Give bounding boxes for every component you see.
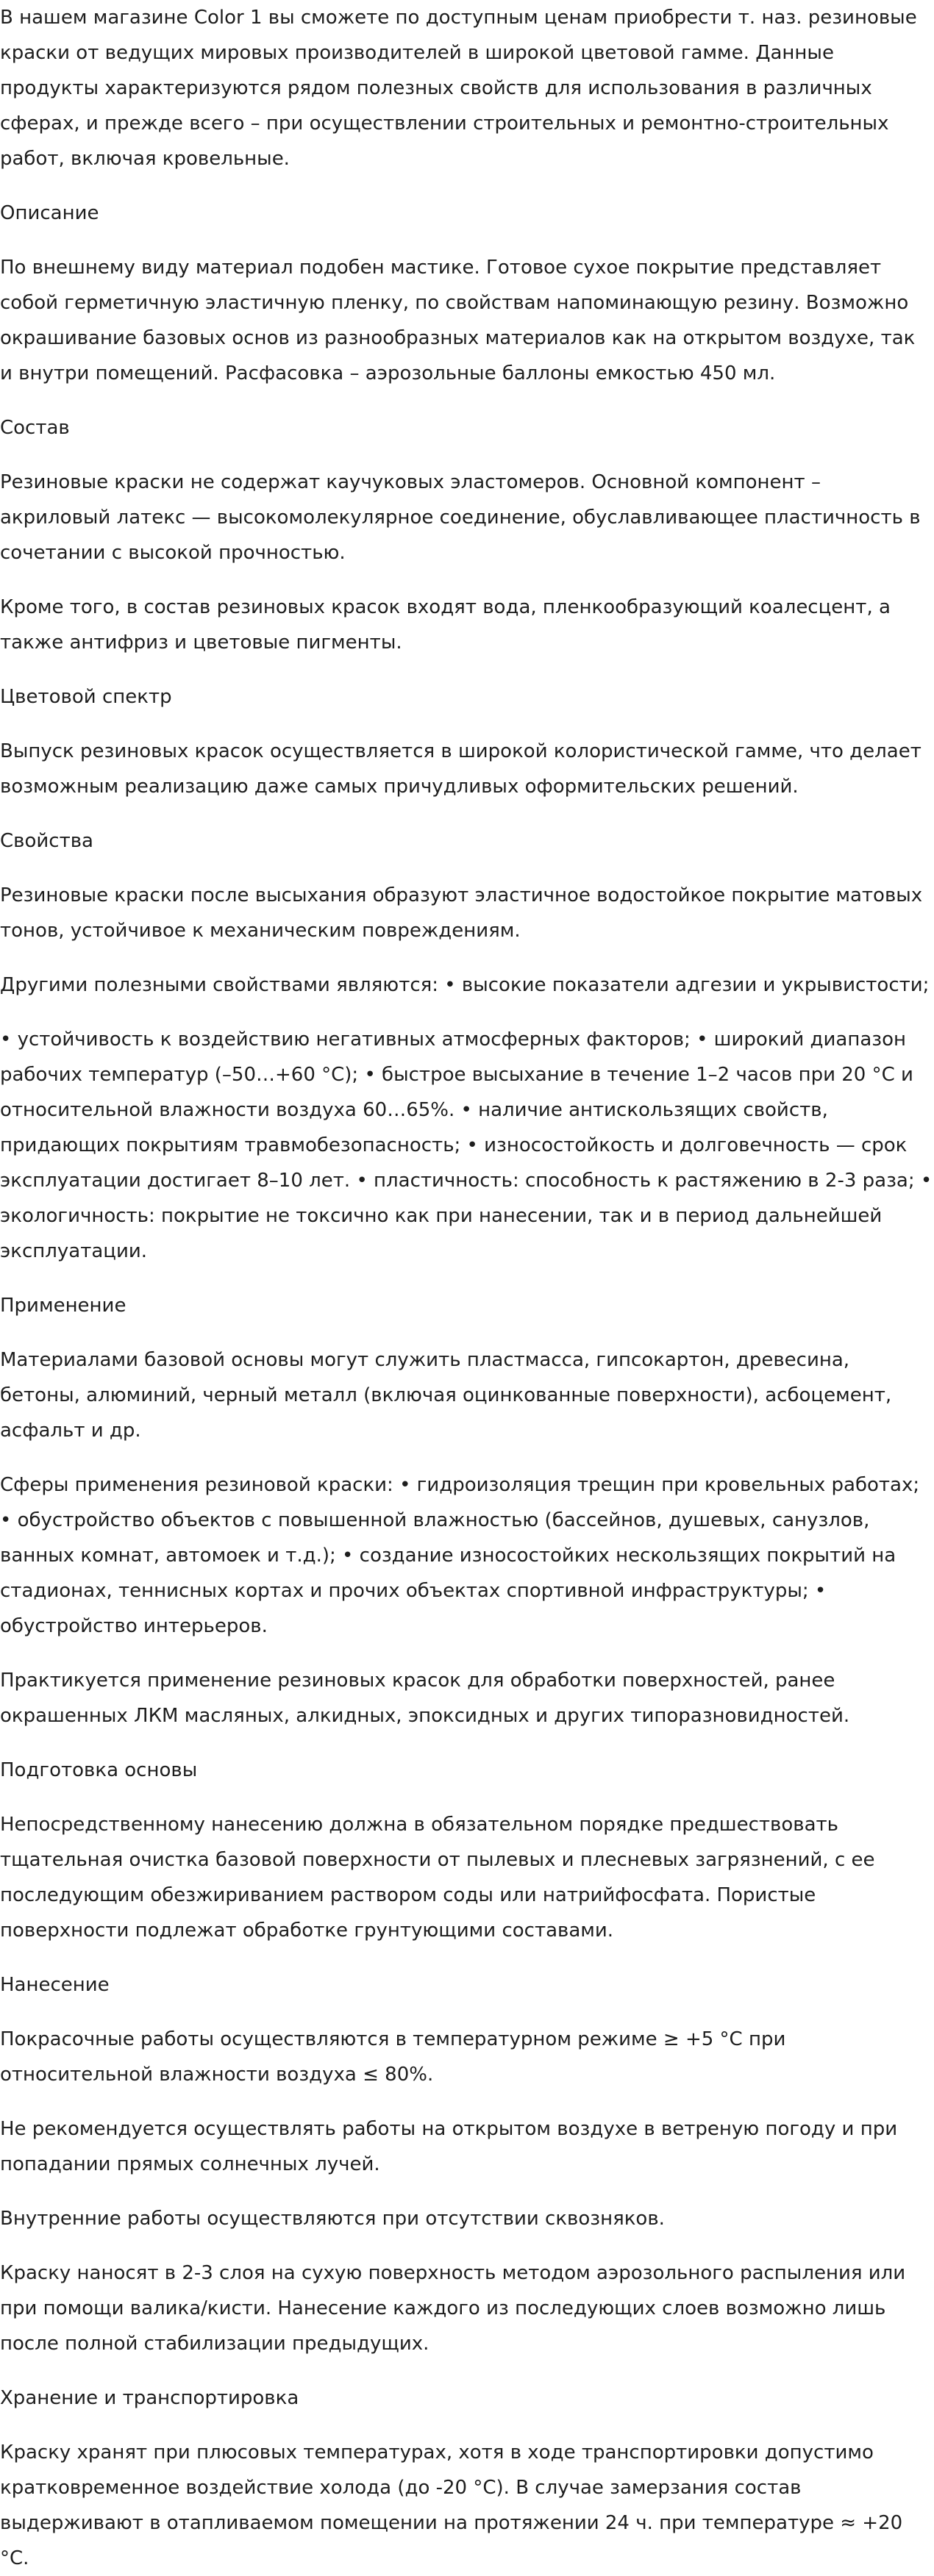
section-heading-properties: Свойства xyxy=(0,830,93,852)
section-heading-storage: Хранение и транспортировка xyxy=(0,2387,299,2409)
preparation-paragraph: Непосредственному нанесению должна в обязательном порядке предшествовать тщательная очистка базовой поверхности от пылевых и плесневых загрязнений, с ее последующим обезжириванием раствором соды или натрийфосфата. Пористые поверхности подлежат обработке грунтующими составами. xyxy=(0,1814,875,1942)
section-heading-color: Цветовой спектр xyxy=(0,686,172,708)
section-heading-application: Применение xyxy=(0,1295,126,1317)
section-heading-composition: Состав xyxy=(0,417,70,439)
applying-paragraph-1: Покрасочные работы осуществляются в температурном режиме ≥ +5 °С при относительной влажности воздуха ≤ 80%. xyxy=(0,2028,786,2086)
properties-paragraph-3: • устойчивость к воздействию негативных атмосферных факторов; • широкий диапазон рабочих температур (–50…+60 °C); • быстрое высыхание в течение 1–2 часов при 20 °C и относительной влажности воздуха 60…65%. • наличие антискользящих свойств, придающих покрытиям травмобезопасность; • износостойкость и долговечность — срок эксплуатации достигает 8–10 лет. • пластичность: способность к растяжению в 2-3 раза; • экологичность: покрытие не токсично как при нанесении, так и в период дальнейшей эксплуатации. xyxy=(0,1028,933,1262)
properties-paragraph-1: Резиновые краски после высыхания образуют эластичное водостойкое покрытие матовых тонов, устойчивое к механическим повреждениям. xyxy=(0,884,923,942)
applying-paragraph-3: Внутренние работы осуществляются при отсутствии сквозняков. xyxy=(0,2208,665,2230)
application-paragraph-1: Материалами базовой основы могут служить пластмасса, гипсокартон, древесина, бетоны, алюминий, черный металл (включая оцинкованные поверхности), асбоцемент, асфальт и др. xyxy=(0,1349,892,1442)
application-paragraph-3: Практикуется применение резиновых красок для обработки поверхностей, ранее окрашенных ЛКМ масляных, алкидных, эпоксидных и других типоразновидностей. xyxy=(0,1670,850,1727)
composition-paragraph-2: Кроме того, в состав резиновых красок входят вода, пленкообразующий коалесцент, а также антифриз и цветовые пигменты. xyxy=(0,596,891,654)
color-paragraph: Выпуск резиновых красок осуществляется в широкой колористической гамме, что делает возможным реализацию даже самых причудливых оформительских решений. xyxy=(0,740,921,798)
storage-paragraph: Краску хранят при плюсовых температурах, хотя в ходе транспортировки допустимо кратковременное воздействие холода (до -20 °С). В случае замерзания состав выдерживают в отапливаемом помещении на протяжении 24 ч. при температуре ≈ +20 °С. xyxy=(0,2441,903,2569)
application-paragraph-2: Сферы применения резиновой краски: • гидроизоляция трещин при кровельных работах; • обустройство объектов с повышенной влажностью (бассейнов, душевых, санузлов, ванных комнат, автомоек и т.д.); • создание износостойких нескользящих покрытий на стадионах, теннисных кортах и прочих объектах спортивной инфраструктуры; • обустройство интерьеров. xyxy=(0,1474,920,1637)
composition-paragraph-1: Резиновые краски не содержат каучуковых эластомеров. Основной компонент – акриловый латекс — высокомолекулярное соединение, обуславливающее пластичность в сочетании с высокой прочностью. xyxy=(0,471,921,564)
properties-paragraph-2: Другими полезными свойствами являются: • высокие показатели адгезии и укрывистости; xyxy=(0,974,930,996)
section-heading-applying: Нанесение xyxy=(0,1974,110,1996)
section-heading-description: Описание xyxy=(0,202,99,224)
description-paragraph: По внешнему виду материал подобен мастике. Готовое сухое покрытие представляет собой герметичную эластичную пленку, по свойствам напоминающую резину. Возможно окрашивание базовых основ из разнообразных материалов как на открытом воздухе, так и внутри помещений. Расфасовка – аэрозольные баллоны емкостью 450 мл. xyxy=(0,257,916,384)
applying-paragraph-2: Не рекомендуется осуществлять работы на открытом воздухе в ветреную погоду и при попадании прямых солнечных лучей. xyxy=(0,2118,898,2175)
intro-paragraph: В нашем магазине Color 1 вы сможете по доступным ценам приобрести т. наз. резиновые краски от ведущих мировых производителей в широкой цветовой гамме. Данные продукты характеризуются рядом полезных свойств для использования в различных сферах, и прежде всего – при осуществлении строительных и ремонтно-строительных работ, включая кровельные. xyxy=(0,7,917,170)
applying-paragraph-4: Краску наносят в 2-3 слоя на сухую поверхность методом аэрозольного распыления или при помощи валика/кисти. Нанесение каждого из последующих слоев возможно лишь после полной стабилизации предыдущих. xyxy=(0,2262,906,2355)
section-heading-preparation: Подготовка основы xyxy=(0,1759,198,1781)
